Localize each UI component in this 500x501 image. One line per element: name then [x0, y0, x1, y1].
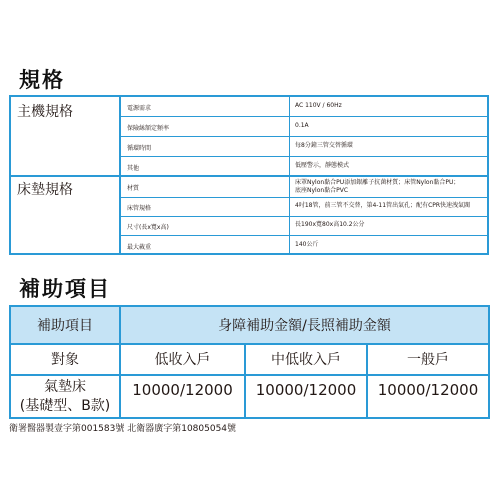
group-mattress: 床墊規格: [17, 182, 73, 198]
license-footnote: 衛署醫器製壹字第001583號 北衛器廣字第10805054號: [9, 424, 237, 434]
spec-row: [121, 97, 489, 116]
row-divider: [11, 374, 488, 376]
subsidy-section-title: 補助項目: [19, 277, 111, 301]
header-item: 補助項目: [37, 318, 93, 334]
spec-section-title: 規格: [19, 68, 65, 92]
spec-value: 4吋18管，前三管不交替，第4-11管出氣孔；配有CPR快速洩氣閥: [295, 202, 471, 209]
spec-table: [9, 95, 489, 255]
spec-label: 其他: [127, 165, 140, 172]
spec-label: 電源需求: [127, 105, 152, 112]
subheader-midlow-income: 中低收入戶: [271, 352, 341, 368]
spec-value: 床罩Nylon黏合PU添加銀離子抗菌材質；床管Nylon黏合PU；: [295, 179, 460, 186]
spec-label: 材質: [127, 185, 140, 192]
spec-label: 尺寸(長x寬x高): [127, 224, 169, 231]
spec-label: 循環時間: [127, 145, 152, 152]
spec-row: [121, 117, 489, 136]
spec-value: 0.1A: [295, 122, 309, 129]
amount-general: 10000/12000: [377, 381, 479, 399]
spec-row: [121, 236, 489, 255]
spec-row: [121, 157, 489, 175]
spec-row: [121, 217, 489, 235]
item-name: 氣墊床: [44, 379, 86, 395]
spec-value: 140公斤: [295, 241, 319, 248]
amount-low-income: 10000/12000: [132, 381, 233, 399]
subsidy-table: [9, 305, 490, 419]
col-divider: [366, 343, 368, 417]
spec-value: 低壓警示，靜態模式: [295, 162, 350, 169]
item-name-model: (基礎型、B款): [19, 398, 111, 414]
subheader-low-income: 低收入戶: [154, 352, 211, 368]
spec-value: 每8分鐘三管交替循環: [295, 142, 353, 149]
spec-label: 床管規格: [127, 205, 152, 212]
subheader-general: 一般戶: [407, 352, 449, 368]
header-amount: 身障補助金額/長照補助金額: [218, 318, 391, 334]
row-divider: [11, 343, 488, 345]
amount-midlow-income: 10000/12000: [255, 381, 357, 399]
spec-label: 最大載重: [127, 244, 152, 251]
group-main-unit: 主機規格: [17, 104, 73, 120]
spec-row: [121, 177, 489, 197]
col-divider: [244, 343, 246, 417]
spec-label: 保險絲額定頻率: [127, 125, 170, 132]
spec-row: [121, 137, 489, 156]
spec-value-line2: 底座Nylon黏合PVC: [295, 187, 349, 194]
subheader-target: 對象: [51, 352, 79, 368]
col-divider: [119, 307, 121, 417]
spec-row: [121, 198, 489, 216]
spec-value: AC 110V / 60Hz: [295, 102, 342, 109]
spec-value: 長190x寬80x高10.2公分: [295, 221, 365, 228]
